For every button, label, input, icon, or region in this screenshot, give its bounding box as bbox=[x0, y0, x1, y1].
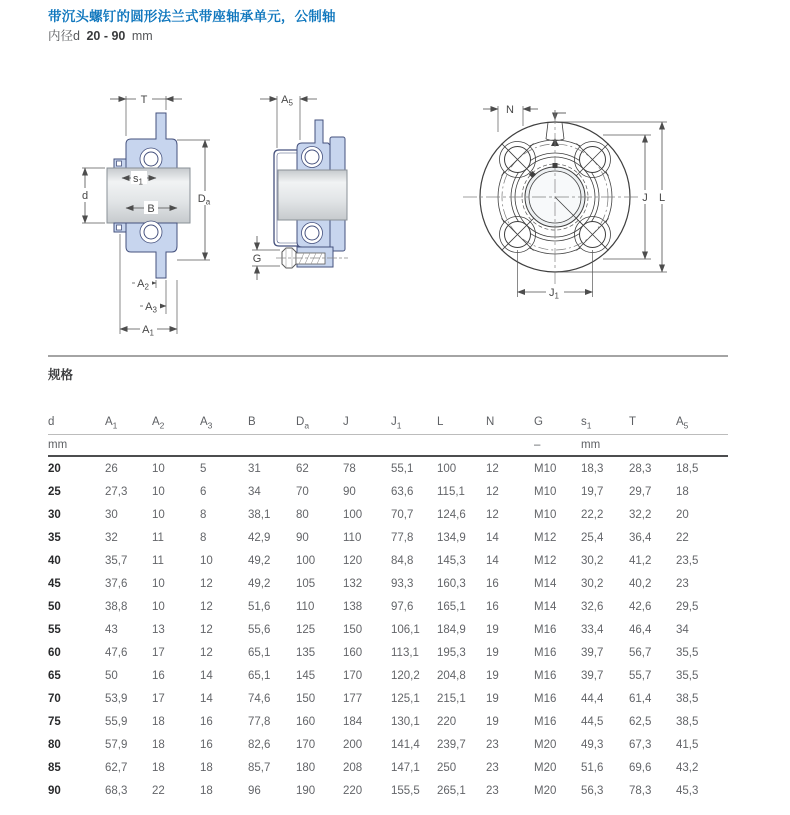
bore-diameter-cell: 55 bbox=[48, 623, 61, 636]
dimension-cell: 14 bbox=[200, 692, 213, 705]
dimension-cell: 55,7 bbox=[629, 669, 652, 682]
dimension-cell: 84,8 bbox=[391, 554, 414, 567]
unit-cell bbox=[486, 435, 534, 457]
dimension-cell: 38,1 bbox=[248, 508, 271, 521]
column-header: J bbox=[343, 394, 391, 435]
dimension-cell: 49,2 bbox=[248, 577, 271, 590]
dimension-cell: 35,5 bbox=[676, 669, 699, 682]
dimension-cell: 150 bbox=[296, 692, 316, 705]
dimension-cell: M16 bbox=[534, 623, 557, 636]
column-header: d bbox=[48, 394, 105, 435]
dimension-cell: 77,8 bbox=[248, 715, 271, 728]
dimension-cell: 96 bbox=[248, 784, 261, 797]
dimension-cell: 69,6 bbox=[629, 761, 652, 774]
housing-top-section bbox=[114, 113, 177, 170]
unit-cell bbox=[629, 435, 676, 457]
dimension-cell: M20 bbox=[534, 738, 557, 751]
bore-diameter-cell: 65 bbox=[48, 669, 61, 682]
table-row bbox=[48, 710, 728, 733]
dimension-cell: M14 bbox=[534, 600, 557, 613]
dim-label-d: d bbox=[81, 190, 89, 202]
unit-cell: mm bbox=[48, 435, 105, 457]
dimension-cell: 55,9 bbox=[105, 715, 128, 728]
dimension-cell: 138 bbox=[343, 600, 363, 613]
dimension-cell: 90 bbox=[343, 485, 356, 498]
bore-diameter-cell: 25 bbox=[48, 485, 61, 498]
dimension-cell: 12 bbox=[486, 462, 499, 475]
dimension-cell: 100 bbox=[296, 554, 316, 567]
dimension-cell: 56,7 bbox=[629, 646, 652, 659]
dimension-cell: 19 bbox=[486, 646, 499, 659]
dimension-cell: 16 bbox=[200, 715, 213, 728]
dimension-cell: M12 bbox=[534, 531, 557, 544]
dimension-cell: 27,3 bbox=[105, 485, 128, 498]
dimension-cell: 160 bbox=[296, 715, 316, 728]
dimension-cell: 40,2 bbox=[629, 577, 652, 590]
dimension-cell: 18 bbox=[676, 485, 689, 498]
dimension-cell: 147,1 bbox=[391, 761, 420, 774]
dimension-cell: 68,3 bbox=[105, 784, 128, 797]
dimension-cell: 18,3 bbox=[581, 462, 604, 475]
housing-bottom-section bbox=[114, 221, 177, 278]
dimension-cell: 45,3 bbox=[676, 784, 699, 797]
dimension-A5 bbox=[260, 92, 317, 148]
table-row bbox=[48, 687, 728, 710]
bore-diameter-cell: 85 bbox=[48, 761, 61, 774]
table-row bbox=[48, 733, 728, 756]
bore-diameter-cell: 20 bbox=[48, 462, 61, 475]
table-row bbox=[48, 756, 728, 779]
dimension-cell: 29,7 bbox=[629, 485, 652, 498]
dimension-cell: 39,7 bbox=[581, 646, 604, 659]
column-header: $A_2$ bbox=[152, 394, 200, 435]
dim-label-A5: $A_5$ bbox=[281, 94, 293, 108]
dim-label-Da: $D_a$ bbox=[197, 193, 211, 207]
dim-label-s1: $s_1$ bbox=[133, 173, 143, 187]
dim-label-L: L bbox=[658, 192, 666, 204]
dimension-cell: 23,5 bbox=[676, 554, 699, 567]
dimension-cell: 16 bbox=[200, 738, 213, 751]
dimension-cell: 10 bbox=[152, 508, 165, 521]
subtitle-range: 20 - 90 bbox=[86, 29, 126, 43]
dimension-cell: 14 bbox=[486, 531, 499, 544]
bore-diameter-cell: 40 bbox=[48, 554, 61, 567]
bore-diameter-cell: 70 bbox=[48, 692, 61, 705]
dimension-cell: M10 bbox=[534, 508, 557, 521]
dimension-cell: M20 bbox=[534, 761, 557, 774]
dimension-cell: 38,5 bbox=[676, 715, 699, 728]
dimension-cell: 18 bbox=[200, 784, 213, 797]
table-row bbox=[48, 779, 728, 802]
dimension-cell: 160 bbox=[343, 646, 363, 659]
dimension-cell: 51,6 bbox=[248, 600, 271, 613]
dimension-cell: 105 bbox=[296, 577, 316, 590]
figure-flange-front-view bbox=[455, 82, 720, 317]
dimension-cell: 37,6 bbox=[105, 577, 128, 590]
dimension-cell: 120,2 bbox=[391, 669, 420, 682]
dimension-cell: 220 bbox=[437, 715, 457, 728]
dimension-cell: 56,3 bbox=[581, 784, 604, 797]
dimension-cell: 106,1 bbox=[391, 623, 420, 636]
unit-cell: – bbox=[534, 435, 581, 457]
dimension-cell: 145,3 bbox=[437, 554, 466, 567]
dimension-cell: 215,1 bbox=[437, 692, 466, 705]
dimension-cell: 41,5 bbox=[676, 738, 699, 751]
column-header: $A_3$ bbox=[200, 394, 248, 435]
dimension-cell: 6 bbox=[200, 485, 207, 498]
section-divider bbox=[48, 355, 728, 357]
dimension-cell: 12 bbox=[200, 577, 213, 590]
dimension-cell: 43 bbox=[105, 623, 118, 636]
dimension-cell: 44,5 bbox=[581, 715, 604, 728]
unit-cell bbox=[105, 435, 152, 457]
dimension-cell: 100 bbox=[343, 508, 363, 521]
dimension-cell: 10 bbox=[152, 485, 165, 498]
dimension-cell: 38,5 bbox=[676, 692, 699, 705]
dimension-cell: 239,7 bbox=[437, 738, 466, 751]
dimension-cell: 49,3 bbox=[581, 738, 604, 751]
column-header: L bbox=[437, 394, 486, 435]
dimension-cell: 13 bbox=[152, 623, 165, 636]
dimension-cell: 93,3 bbox=[391, 577, 414, 590]
dimension-cell: 28,3 bbox=[629, 462, 652, 475]
dimension-cell: 39,7 bbox=[581, 669, 604, 682]
dimension-cell: 18 bbox=[152, 761, 165, 774]
table-header-row bbox=[48, 394, 728, 435]
dim-label-A1: $A_1$ bbox=[142, 324, 154, 338]
dimension-cell: 14 bbox=[200, 669, 213, 682]
dimension-cell: 29,5 bbox=[676, 600, 699, 613]
dimension-cell: 135 bbox=[296, 646, 316, 659]
dim-label-B: B bbox=[147, 203, 155, 215]
dimension-cell: M16 bbox=[534, 715, 557, 728]
dimension-cell: 165,1 bbox=[437, 600, 466, 613]
dimension-cell: 22 bbox=[152, 784, 165, 797]
dimension-cell: 141,4 bbox=[391, 738, 420, 751]
unit-cell bbox=[676, 435, 728, 457]
dimension-cell: 8 bbox=[200, 508, 207, 521]
dimension-cell: 125 bbox=[296, 623, 316, 636]
dimension-cell: 150 bbox=[343, 623, 363, 636]
dimension-cell: 42,6 bbox=[629, 600, 652, 613]
dimension-cell: 12 bbox=[486, 508, 499, 521]
dimension-cell: M12 bbox=[534, 554, 557, 567]
unit-cell bbox=[296, 435, 343, 457]
table-row bbox=[48, 480, 728, 503]
unit-cell bbox=[343, 435, 391, 457]
bore-range-subtitle bbox=[48, 26, 153, 44]
dimension-cell: 190 bbox=[296, 784, 316, 797]
dim-label-N: N bbox=[506, 104, 514, 116]
dimension-cell: 160,3 bbox=[437, 577, 466, 590]
bore-diameter-cell: 50 bbox=[48, 600, 61, 613]
dimension-cell: 82,6 bbox=[248, 738, 271, 751]
subtitle-prefix: 内径d bbox=[48, 29, 80, 43]
dimension-cell: 265,1 bbox=[437, 784, 466, 797]
dimension-cell: 32 bbox=[105, 531, 118, 544]
unit-cell bbox=[152, 435, 200, 457]
dimension-cell: 170 bbox=[343, 669, 363, 682]
dimension-cell: 155,5 bbox=[391, 784, 420, 797]
column-header: $s_1$ bbox=[581, 394, 629, 435]
dimension-cell: 42,9 bbox=[248, 531, 271, 544]
column-header: G bbox=[534, 394, 581, 435]
dimension-cell: 17 bbox=[152, 646, 165, 659]
dimension-cell: 32,2 bbox=[629, 508, 652, 521]
dimension-cell: 65,1 bbox=[248, 646, 271, 659]
dimension-N bbox=[483, 102, 538, 132]
dimension-cell: 20 bbox=[676, 508, 689, 521]
dimension-cell: 195,3 bbox=[437, 646, 466, 659]
dimension-cell: 43,2 bbox=[676, 761, 699, 774]
subtitle-unit: mm bbox=[131, 29, 153, 43]
dimension-G bbox=[251, 236, 280, 280]
dimension-cell: 77,8 bbox=[391, 531, 414, 544]
dimension-cell: 250 bbox=[437, 761, 457, 774]
dimension-cell: 31 bbox=[248, 462, 261, 475]
dimension-cell: 5 bbox=[200, 462, 207, 475]
dimension-cell: 12 bbox=[200, 600, 213, 613]
dimension-cell: 10 bbox=[200, 554, 213, 567]
dimension-cell: 200 bbox=[343, 738, 363, 751]
dimension-cell: 120 bbox=[343, 554, 363, 567]
dimension-cell: 25,4 bbox=[581, 531, 604, 544]
dimension-cell: 26 bbox=[105, 462, 118, 475]
dimension-cell: 22,2 bbox=[581, 508, 604, 521]
dimension-cell: M10 bbox=[534, 462, 557, 475]
dimension-cell: 132 bbox=[343, 577, 363, 590]
dimension-cell: 125,1 bbox=[391, 692, 420, 705]
bore-diameter-cell: 60 bbox=[48, 646, 61, 659]
dimension-cell: 62 bbox=[296, 462, 309, 475]
dimension-cell: 85,7 bbox=[248, 761, 271, 774]
dimension-cell: 32,6 bbox=[581, 600, 604, 613]
dimension-cell: 204,8 bbox=[437, 669, 466, 682]
dimension-cell: 34 bbox=[676, 623, 689, 636]
dimension-cell: 30,2 bbox=[581, 577, 604, 590]
dimension-cell: M10 bbox=[534, 485, 557, 498]
table-row bbox=[48, 526, 728, 549]
dimension-cell: 145 bbox=[296, 669, 316, 682]
dimension-cell: 55,6 bbox=[248, 623, 271, 636]
dimension-cell: 19 bbox=[486, 623, 499, 636]
dimension-cell: 177 bbox=[343, 692, 363, 705]
shaft bbox=[278, 170, 347, 220]
table-row bbox=[48, 503, 728, 526]
dimension-cell: 220 bbox=[343, 784, 363, 797]
dimension-cell: 23 bbox=[676, 577, 689, 590]
dimension-cell: 70 bbox=[296, 485, 309, 498]
dim-label-A2: $A_2$ bbox=[137, 278, 149, 292]
dim-label-T: T bbox=[140, 94, 148, 106]
dimension-cell: 57,9 bbox=[105, 738, 128, 751]
dimension-A1 bbox=[120, 322, 177, 338]
dim-label-A3: $A_3$ bbox=[145, 301, 157, 315]
dimension-cell: 61,4 bbox=[629, 692, 652, 705]
bore-diameter-cell: 30 bbox=[48, 508, 61, 521]
unit-cell bbox=[437, 435, 486, 457]
page-title: 带沉头螺钉的圆形法兰式带座轴承单元，公制轴 bbox=[48, 9, 336, 24]
dim-label-G: G bbox=[252, 253, 262, 265]
dimension-cell: 51,6 bbox=[581, 761, 604, 774]
dimension-cell: 12 bbox=[200, 623, 213, 636]
spec-table bbox=[48, 394, 728, 802]
column-header: $A_5$ bbox=[676, 394, 728, 435]
dimension-cell: 10 bbox=[152, 462, 165, 475]
dimension-cell: 35,5 bbox=[676, 646, 699, 659]
column-header: $D_a$ bbox=[296, 394, 343, 435]
table-row bbox=[48, 595, 728, 618]
dimension-cell: M16 bbox=[534, 692, 557, 705]
dim-label-J: J bbox=[642, 192, 648, 204]
dimension-cell: 184,9 bbox=[437, 623, 466, 636]
table-row bbox=[48, 549, 728, 572]
unit-cell: mm bbox=[581, 435, 629, 457]
table-row bbox=[48, 641, 728, 664]
unit-cell bbox=[391, 435, 437, 457]
dimension-cell: M16 bbox=[534, 646, 557, 659]
table-row bbox=[48, 456, 728, 480]
dimension-cell: 100 bbox=[437, 462, 457, 475]
dimension-cell: 124,6 bbox=[437, 508, 466, 521]
dimension-cell: 113,1 bbox=[391, 646, 419, 659]
unit-cell bbox=[200, 435, 248, 457]
dimension-cell: 184 bbox=[343, 715, 363, 728]
dimension-cell: 38,8 bbox=[105, 600, 128, 613]
dimension-cell: 97,6 bbox=[391, 600, 414, 613]
bore-diameter-cell: 90 bbox=[48, 784, 61, 797]
dimension-cell: 23 bbox=[486, 738, 499, 751]
dimension-cell: 70,7 bbox=[391, 508, 414, 521]
dimension-cell: 10 bbox=[152, 577, 165, 590]
dimension-cell: M16 bbox=[534, 669, 557, 682]
dimension-cell: 80 bbox=[296, 508, 309, 521]
dimension-cell: 170 bbox=[296, 738, 316, 751]
dim-label-J1: $J_1$ bbox=[549, 287, 559, 301]
dimension-cell: 47,6 bbox=[105, 646, 128, 659]
dimension-d bbox=[78, 168, 105, 223]
dimension-cell: 12 bbox=[200, 646, 213, 659]
dimension-cell: 14 bbox=[486, 554, 499, 567]
bore-diameter-cell: 80 bbox=[48, 738, 61, 751]
dimension-cell: 11 bbox=[152, 554, 164, 567]
dimension-cell: 19 bbox=[486, 692, 499, 705]
dimension-cell: 18 bbox=[152, 738, 165, 751]
dimension-cell: 67,3 bbox=[629, 738, 652, 751]
dimension-cell: 46,4 bbox=[629, 623, 652, 636]
column-header: B bbox=[248, 394, 296, 435]
dimension-cell: 50 bbox=[105, 669, 118, 682]
table-units-row bbox=[48, 435, 728, 457]
dimension-cell: 22 bbox=[676, 531, 689, 544]
table-row bbox=[48, 618, 728, 641]
dimension-cell: 19 bbox=[486, 669, 499, 682]
bore-diameter-cell: 35 bbox=[48, 531, 61, 544]
dimension-cell: 10 bbox=[152, 600, 165, 613]
centerlines bbox=[463, 110, 647, 284]
dimension-cell: 12 bbox=[486, 485, 499, 498]
bore-diameter-cell: 75 bbox=[48, 715, 61, 728]
column-header: $A_1$ bbox=[105, 394, 152, 435]
dimension-cell: 23 bbox=[486, 784, 499, 797]
dimension-cell: 208 bbox=[343, 761, 363, 774]
dimension-cell: 44,4 bbox=[581, 692, 604, 705]
dimension-cell: 90 bbox=[296, 531, 309, 544]
column-header: T bbox=[629, 394, 676, 435]
dimension-cell: 23 bbox=[486, 761, 499, 774]
table-row bbox=[48, 664, 728, 687]
figure-side-section-view bbox=[70, 82, 245, 347]
dimension-cell: 78,3 bbox=[629, 784, 652, 797]
dimension-cell: 16 bbox=[486, 600, 499, 613]
dimension-cell: 115,1 bbox=[437, 485, 465, 498]
dimension-cell: 16 bbox=[486, 577, 499, 590]
dimension-cell: 62,7 bbox=[105, 761, 128, 774]
dimension-cell: 63,6 bbox=[391, 485, 414, 498]
dimension-cell: 35,7 bbox=[105, 554, 128, 567]
dimension-cell: 55,1 bbox=[391, 462, 414, 475]
dimension-cell: 11 bbox=[152, 531, 164, 544]
dimension-cell: 18,5 bbox=[676, 462, 699, 475]
unit-cell bbox=[248, 435, 296, 457]
figure-side-cover-view bbox=[248, 82, 398, 282]
dimension-cell: 49,2 bbox=[248, 554, 271, 567]
dimension-cell: 41,2 bbox=[629, 554, 652, 567]
dimension-cell: 130,1 bbox=[391, 715, 420, 728]
dimension-cell: M20 bbox=[534, 784, 557, 797]
column-header: N bbox=[486, 394, 534, 435]
dimension-cell: M14 bbox=[534, 577, 557, 590]
dimension-cell: 78 bbox=[343, 462, 356, 475]
dimension-cell: 34 bbox=[248, 485, 261, 498]
dimension-cell: 33,4 bbox=[581, 623, 604, 636]
dimension-cell: 17 bbox=[152, 692, 165, 705]
column-header: $J_1$ bbox=[391, 394, 437, 435]
dimension-A3 bbox=[140, 299, 166, 315]
dimension-cell: 18 bbox=[200, 761, 213, 774]
dimension-cell: 134,9 bbox=[437, 531, 466, 544]
dimension-cell: 16 bbox=[152, 669, 165, 682]
dimension-cell: 110 bbox=[296, 600, 315, 613]
dimension-cell: 110 bbox=[343, 531, 362, 544]
dimension-cell: 18 bbox=[152, 715, 165, 728]
dimension-cell: 62,5 bbox=[629, 715, 652, 728]
dimension-T bbox=[110, 92, 182, 136]
dimension-cell: 8 bbox=[200, 531, 207, 544]
section-title: 规格 bbox=[48, 368, 74, 382]
dimension-cell: 65,1 bbox=[248, 669, 271, 682]
dimension-cell: 180 bbox=[296, 761, 316, 774]
dimension-cell: 53,9 bbox=[105, 692, 128, 705]
table-row bbox=[48, 572, 728, 595]
dimension-cell: 36,4 bbox=[629, 531, 652, 544]
dimension-cell: 19 bbox=[486, 715, 499, 728]
dimension-cell: 30 bbox=[105, 508, 118, 521]
dimension-cell: 30,2 bbox=[581, 554, 604, 567]
bore-diameter-cell: 45 bbox=[48, 577, 61, 590]
dimension-cell: 19,7 bbox=[581, 485, 604, 498]
dimension-cell: 74,6 bbox=[248, 692, 271, 705]
